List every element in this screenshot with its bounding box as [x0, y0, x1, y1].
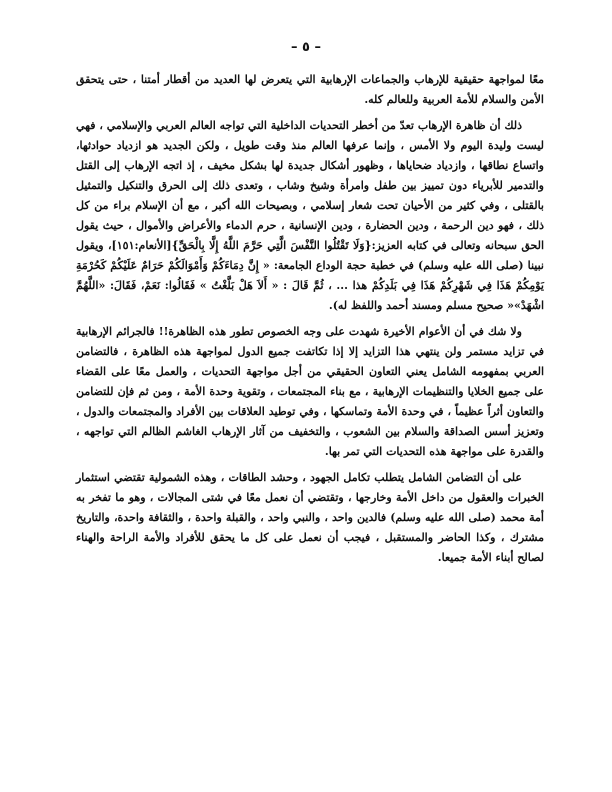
paragraph-3: ولا شك في أن الأعوام الأخيرة شهدت على وجه الخصوص تطور هذه الظاهرة!! فالجرائم الإرهابية في تزايد مستمر ولن ينتهي هذا التزايد إلا إذا تكاتفت جميع الدول لمواجهة هذه الظاهرة ، فالتضامن العربي بمفهومه الشامل يعني التعاون الحقيقي من أجل مواجهة التحديات ، والعمل معًا على القضاء على جميع الخلايا والتنظيمات الإرهابية ، مع بناء المجتمعات ، وتقوية وحدة الأمة ، ومن ثم فإن للتضامن والتعاون أثراً عظيماً ، في وحدة الأمة وتماسكها ، وفي توطيد العلاقات بين الأفراد والمجتمعات والدول ، وتعزيز أسس الصداقة والسلام بين الشعوب ، والتخفيف من آثار الإرهاب الغاشم الظالم التي تواجهه ، والقدرة على مواجهة هذه التحديات التي تمر بها.	[76, 325, 544, 458]
paragraph-1: معًا لمواجهة حقيقية للإرهاب والجماعات الإرهابية التي يتعرض لها العديد من أقطار أمتنا ، حتى يتحقق الأمن والسلام للأمة العربية وللعالم كله.	[76, 73, 544, 106]
page-number: – ٥ –	[291, 40, 321, 55]
paragraph-4: على أن التضامن الشامل يتطلب تكامل الجهود ، وحشد الطاقات ، وهذه الشمولية تقتضي استثمار الخبرات والعقول من داخل الأمة وخارجها ، وتقتضي أن نعمل معًا في شتى المجالات ، وهو ما تفخر به أمة محمد (صلى الله عليه وسلم) فالدين واحد ، والنبي واحد ، والقبلة واحدة ، والثقافة واحدة، والتاريخ مشترك ، وكذا الحاضر والمستقبل ، فيجب أن نعمل على كل ما يحقق للأفراد والأمة الراحة والهناء لصالح أبناء الأمة جميعا.	[76, 471, 544, 564]
page-body	[76, 70, 544, 574]
paragraph-2: ذلك أن ظاهرة الإرهاب تعدّ من أخطر التحديات الداخلية التي تواجه العالم العربي والإسلامي ، فهي ليست وليدة اليوم ولا الأمس ، وإنما عرفها العالم منذ وقت طويل ، ولكن الجديد هو ازدياد حوادثها، واتساع نطاقها ، وازدياد ضحاياها ، وظهور أشكال جديدة لها بشكل مخيف ، إذ اتجه الإرهاب إلى القتل والتدمير للأبرياء دون تمييز بين طفل وامرأة وشيخ وشاب ، وتعدى ذلك إلى الحرق والتنكيل والتمثيل بالقتلى ، وفي كثير من الأحيان تحت شعار إسلامي ، وبصيحات الله أكبر ، مع أن الإسلام براء من كل ذلك ، فهو دين الرحمة ، ودين الحضارة ، ودين الإنسانية ، حرم الدماء والأعراض والأموال ، حيث يقول الحق سبحانه وتعالى في كتابه العزيز:{وَلَا تَقْتُلُوا النَّفْسَ الَّتِي حَرَّمَ اللَّهُ إِلَّا بِالْحَقِّ}[الأنعام:١٥١]، ويقول نبينا (صلى الله عليه وسلم) في خطبة حجة الوداع الجامعة: « إِنَّ دِمَاءَكُمْ وَأَمْوَالَكُمْ حَرَامٌ عَلَيْكُمْ كَحُرْمَةِ يَوْمِكُمْ هَذَا فِي شَهْرِكُمْ هَذَا فِي بَلَدِكُمْ هذا ... ، ثُمَّ قَالَ : « أَلاَ هَلْ بَلَّغْتُ » فَقَالُوا: نَعَمْ، فَقَالَ: «اللَّهُمَّ اشْهَدْ»« صحيح مسلم ومسند أحمد واللفظ له).	[76, 119, 545, 312]
